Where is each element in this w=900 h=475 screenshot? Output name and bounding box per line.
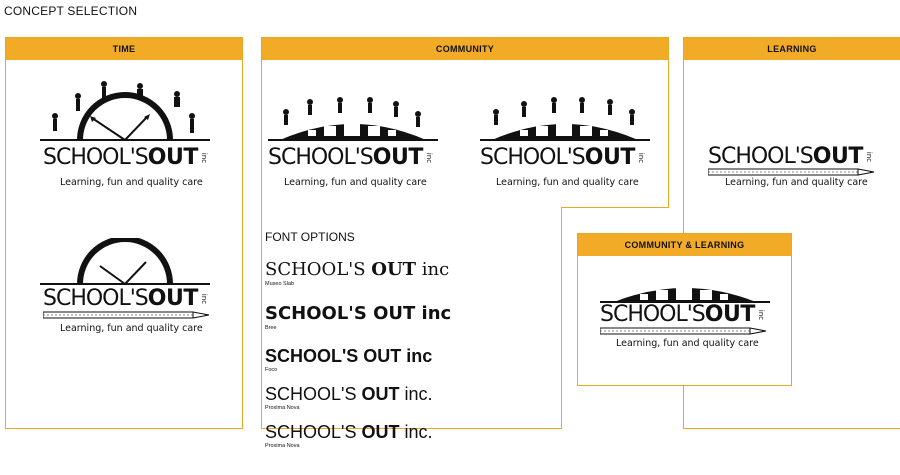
font-sample: SCHOOL'S OUT inc: [265, 346, 433, 366]
wordmark-inc: inc: [756, 309, 765, 321]
logo-tagline: Learning, fun and quality care: [60, 323, 203, 334]
font-name: Proxima Nova: [265, 443, 300, 449]
wordmark-inc: inc: [864, 151, 873, 163]
logo-wordmark: [600, 304, 766, 326]
clock-illustration: [40, 238, 210, 288]
font-name: Foco: [265, 367, 278, 373]
wordmark-inc: inc: [424, 152, 433, 164]
panel-header-community-learning: COMMUNITY & LEARNING: [578, 234, 791, 256]
wordmark-light: SCHOOL'S: [43, 145, 148, 170]
font-option: [265, 384, 432, 411]
wordmark-bold: OUT: [812, 144, 863, 169]
wordmark-inc: inc: [199, 152, 208, 164]
font-sample: SCHOOL'S OUT inc.: [265, 384, 433, 404]
font-sample-emphasis: OUT: [373, 303, 416, 324]
logo-tagline: Learning, fun and quality care: [725, 177, 868, 188]
logo-wordmark: [708, 146, 874, 168]
pencil-icon: [43, 311, 213, 319]
font-sample-emphasis: OUT: [371, 259, 417, 280]
wordmark-inc: inc: [636, 152, 645, 164]
font-options-title: FONT OPTIONS: [265, 230, 355, 244]
wordmark-bold: OUT: [147, 286, 198, 311]
wordmark-light: SCHOOL'S: [480, 145, 585, 170]
font-name: Bree: [265, 325, 277, 331]
logo-wordmark: [268, 147, 434, 169]
logo-wordmark: [480, 147, 646, 169]
panel-header-time: TIME: [6, 38, 242, 60]
logo-wordmark: [43, 288, 209, 310]
page-title: CONCEPT SELECTION: [4, 4, 138, 18]
font-option: [265, 422, 432, 449]
community-houses-illustration: [600, 278, 770, 304]
wordmark-inc: inc: [199, 293, 208, 305]
wordmark-bold: OUT: [372, 145, 423, 170]
font-sample-emphasis: OUT: [361, 422, 400, 442]
panel-header-learning: LEARNING: [684, 38, 900, 60]
font-sample: SCHOOL'S OUT inc: [265, 303, 452, 324]
clock-kids-illustration: [40, 78, 210, 148]
wordmark-light: SCHOOL'S: [268, 145, 373, 170]
pencil-icon: [708, 168, 878, 176]
logo-tagline: Learning, fun and quality care: [60, 177, 203, 188]
font-option: [265, 346, 432, 373]
panel-community-step: [562, 207, 669, 208]
wordmark-bold: OUT: [147, 145, 198, 170]
wordmark-light: SCHOOL'S: [43, 286, 148, 311]
logo-tagline: Learning, fun and quality care: [284, 177, 427, 188]
font-option: [265, 260, 449, 287]
font-sample-emphasis: OUT: [361, 384, 400, 404]
font-sample: SCHOOL'S OUT inc.: [265, 422, 433, 442]
logo-tagline: Learning, fun and quality care: [616, 338, 759, 349]
logo-wordmark: [43, 147, 209, 169]
community-kids-illustration: [480, 96, 650, 142]
panel-header-community: COMMUNITY: [262, 38, 668, 60]
wordmark-light: SCHOOL'S: [708, 144, 813, 169]
font-sample-emphasis: OUT: [363, 346, 402, 366]
font-name: Museo Slab: [265, 281, 295, 287]
community-kids-illustration: [268, 96, 438, 142]
pencil-icon: [600, 327, 770, 335]
font-option: [265, 304, 451, 331]
wordmark-bold: OUT: [584, 145, 635, 170]
wordmark-bold: OUT: [704, 302, 755, 327]
logo-tagline: Learning, fun and quality care: [496, 177, 639, 188]
font-name: Proxima Nova: [265, 405, 300, 411]
wordmark-light: SCHOOL'S: [600, 302, 705, 327]
font-sample: SCHOOL'S OUT inc: [265, 259, 450, 280]
